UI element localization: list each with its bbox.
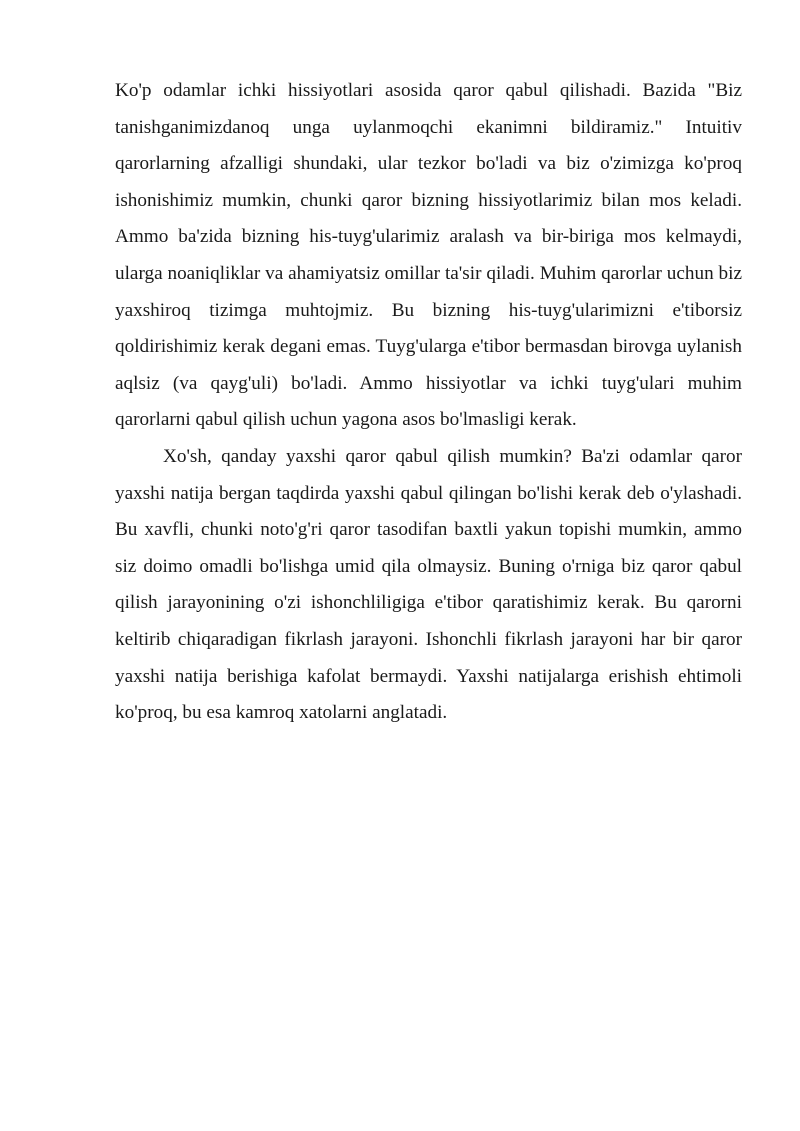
document-body xyxy=(115,73,742,732)
paragraph-2: Xo'sh, qanday yaxshi qaror qabul qilish mumkin? Ba'zi odamlar qaror yaxshi natija bergan taqdirda yaxshi qabul qilingan bo'lishi kerak deb o'ylashadi. Bu xavfli, chunki noto'g'ri qaror tasodifan baxtli yakun topishi mumkin, ammo siz doimo omadli bo'lishga umid qila olmaysiz. Buning o'rniga biz qaror qabul qilish jarayonining o'zi ishonchliligiga e'tibor qaratishimiz kerak. Bu qarorni keltirib chiqaradigan fikrlash jarayoni. Ishonchli fikrlash jarayoni har bir qaror yaxshi natija berishiga kafolat bermaydi. Yaxshi natijalarga erishish ehtimoli ko'proq, bu esa kamroq xatolarni anglatadi. xyxy=(115,445,742,724)
paragraph-1: Ko'p odamlar ichki hissiyotlari asosida qaror qabul qilishadi. Bazida "Biz tanishganimizdanoq unga uylanmoqchi ekanimni bildiramiz." Intuitiv qarorlarning afzalligi shundaki, ular tezkor bo'ladi va biz o'zimizga ko'proq ishonishimiz mumkin, chunki qaror bizning hissiyotlarimiz bilan mos keladi. Ammo ba'zida bizning his-tuyg'ularimiz aralash va bir-biriga mos kelmaydi, ularga noaniqliklar va ahamiyatsiz omillar ta'sir qiladi. Muhim qarorlar uchun biz yaxshiroq tizimga muhtojmiz. Bu bizning his-tuyg'ularimizni e'tiborsiz qoldirishimiz kerak degani emas. Tuyg'ularga e'tibor bermasdan birovga uylanish aqlsiz (va qayg'uli) bo'ladi. Ammo hissiyotlar va ichki tuyg'ulari muhim qarorlarni qabul qilish uchun yagona asos bo'lmasligi kerak. xyxy=(115,80,742,431)
